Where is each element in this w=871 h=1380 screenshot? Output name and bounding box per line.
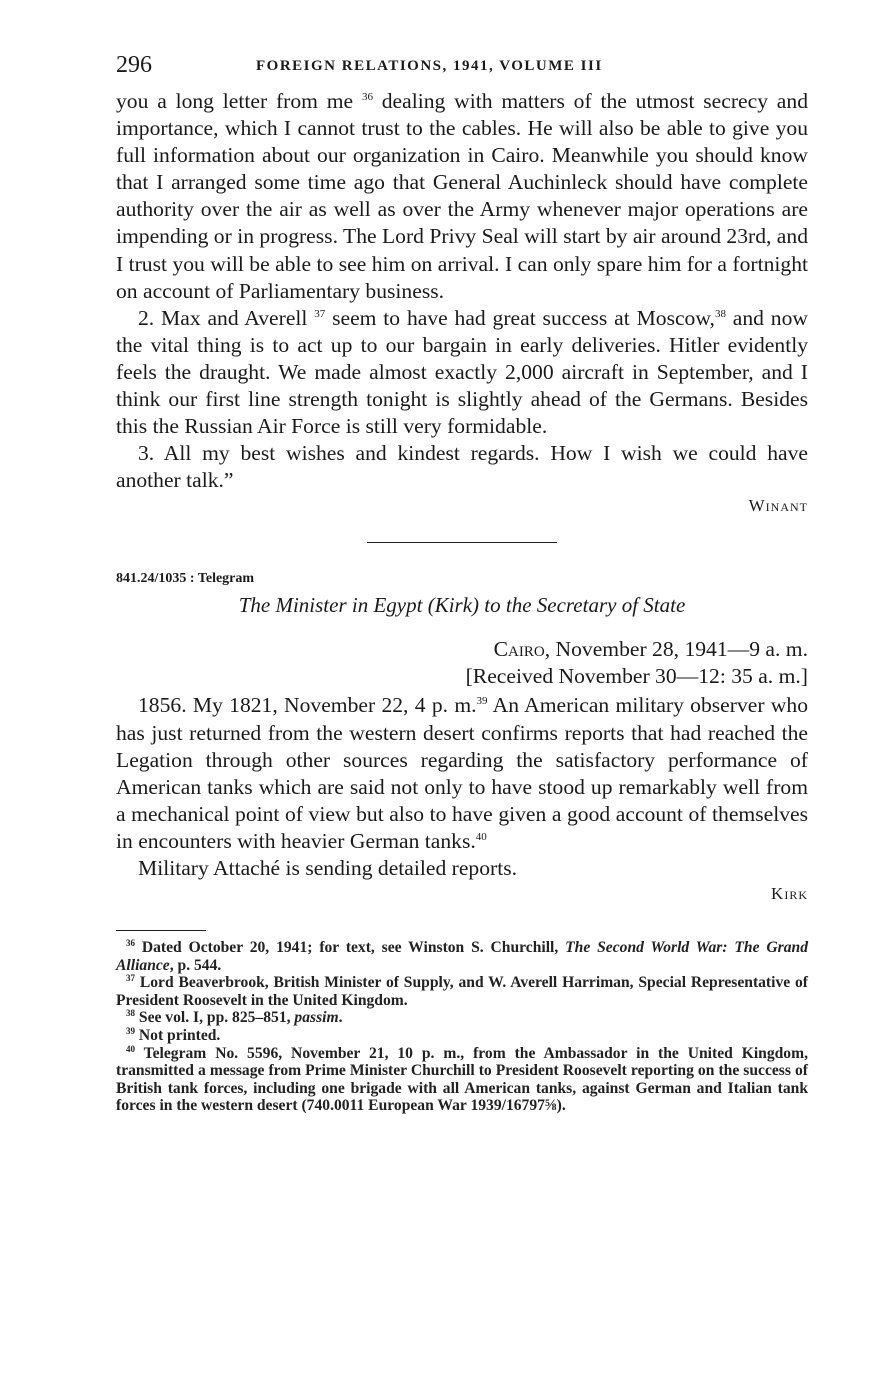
footnote [116,1045,808,1115]
footnote-text: Telegram No. 5596, November 21, 10 p. m., from the Ambassador in the United Kingdom, transmitted a message from Prime Minister Churchill to President Roosevelt reporting on the success of British tank forces, including one brigade with all American tanks, against German and Italian tank forces in the western desert (740.0011 European War 1939/16797⅝). [116,1044,808,1115]
footnote-number: 40 [126,1043,135,1054]
footnote-ref: 39 [476,695,488,708]
footnote-text: Lord Beaverbrook, British Minister of Supply, and W. Averell Harriman, Special Representative of President Roosevelt in the United Kingdom. [116,974,808,1009]
text-run: dealing with matters of the utmost secrecy and importance, which I cannot trust to the cables. He will also be able to give you full information about our organization in Cairo. Meanwhile you should know that I arranged some time ago that General Auchinleck should have complete authority over the air as well as over the Army whenever major operations are impending or in progress. The Lord Privy Seal will start by air around 23rd, and I trust you will be able to see him on arrival. I can only spare him for a fortnight on account of Parliamentary business. [116,89,808,303]
footnote-number: 37 [126,973,135,984]
footnote-italic: The Second World War: The Grand Alliance [116,939,808,974]
telegram-paragraph-1 [116,692,808,855]
text-run: An American military observer who has just returned from the western desert confirms reports that had reached the Legation through other sources regarding the satisfactory performance of American tanks which are said not only to have stood up remarkably well from a mechanical point of view but also to have given a good account of themselves in encounters with heavier German tanks. [116,693,808,853]
text-run: 1856. My 1821, November 22, 4 p. m. [138,693,477,718]
footnote-ref: 36 [361,90,373,103]
footnote-text: . [338,1009,343,1027]
footnote [116,1009,808,1027]
signature-kirk: Kirk [771,884,808,904]
footnote [116,939,808,974]
page-header [116,52,808,88]
footnote [116,1027,808,1045]
page-number: 296 [116,52,152,78]
footnotes [116,939,808,1115]
footnote-number: 39 [126,1025,135,1036]
footnote-ref: 38 [714,307,726,320]
text-run: 2. Max and Averell [138,305,315,330]
signature-winant: Winant [748,496,808,516]
footnote-number: 36 [126,937,135,948]
footnote-text: Not printed. [135,1027,221,1045]
telegram-paragraph-2: Military Attaché is sending detailed reports. [138,855,517,880]
footnote-ref: 40 [475,830,487,843]
dateline [116,636,808,690]
letter-paragraph-2 [116,305,808,440]
received-line: [Received November 30—12: 35 a. m.] [465,664,808,689]
section-divider [367,542,557,543]
running-head: FOREIGN RELATIONS, 1941, VOLUME III [256,58,603,74]
letter-paragraph-3: 3. All my best wishes and kindest regards. How I wish we could have another talk.” [116,441,808,493]
file-number: 841.24/1035 : Telegram [116,571,255,587]
text-run: seem to have had great success at Moscow, [325,305,715,330]
footnote-ref: 37 [314,307,326,320]
footnote-divider [116,930,206,931]
date-text: , November 28, 1941—9 a. m. [544,637,808,662]
document-page [116,52,808,1115]
document-title: The Minister in Egypt (Kirk) to the Secretary of State [238,593,686,618]
footnote-italic: passim [294,1009,339,1027]
letter-paragraph-1 [116,88,808,305]
text-run: and now the vital thing is to act up to our bargain in early deliveries. Hitler evidently feels the draught. We made almost exactly 2,000 aircraft in September, and I think our first line strength tonight is slightly ahead of the Germans. Besides this the Russian Air Force is still very formidable. [116,305,808,439]
place-name: Cairo [493,637,545,662]
footnote-text: See vol. I, pp. 825–851, [135,1009,295,1027]
footnote-number: 38 [126,1008,135,1019]
footnote-text: , p. 544. [169,956,222,974]
footnote-text: Dated October 20, 1941; for text, see Winston S. Churchill, [135,939,566,957]
footnote [116,974,808,1009]
text-run: you a long letter from me [116,89,362,113]
